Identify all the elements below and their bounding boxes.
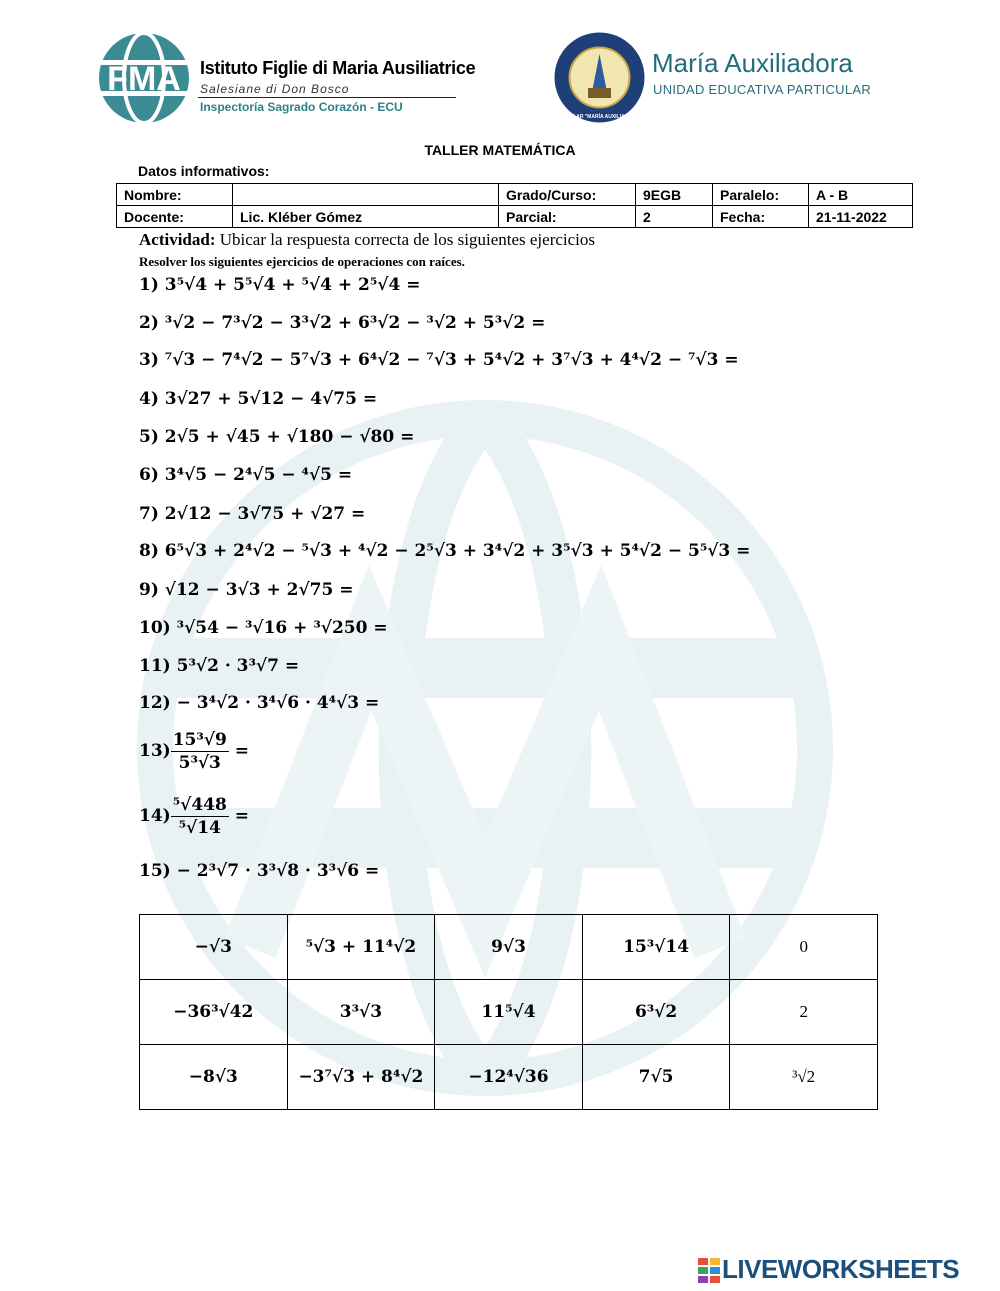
exercise-3: 3) ⁷√3 − 7⁴√2 − 5⁷√3 + 6⁴√2 − ⁷√3 + 5⁴√2 + 3⁷√3 + 4⁴√2 − ⁷√3 = — [139, 350, 739, 370]
institute-divider — [198, 97, 456, 98]
parcial-label: Parcial: — [499, 206, 636, 228]
docente-label: Docente: — [117, 206, 233, 228]
docente-value: Lic. Kléber Gómez — [233, 206, 499, 228]
exercise-13 — [139, 730, 249, 773]
exercise-10: 10) ³√54 − ³√16 + ³√250 = — [139, 618, 388, 638]
answer-option[interactable]: −3⁷√3 + 8⁴√2 — [287, 1045, 435, 1110]
liveworksheets-blocks-icon — [698, 1258, 720, 1284]
answer-option[interactable]: −√3 — [140, 915, 288, 980]
exercise-4: 4) 3√27 + 5√12 − 4√75 = — [139, 389, 378, 409]
instruction-text: Resolver los siguientes ejercicios de operaciones con raíces. — [139, 254, 465, 269]
exercise-14-equals: = — [228, 806, 249, 826]
answers-row-3 — [140, 1045, 878, 1110]
exercise-14-fraction — [171, 795, 229, 838]
fecha-value: 21-11-2022 — [809, 206, 913, 228]
fma-logo-text: FMA — [107, 60, 181, 98]
exercise-14-numerator: ⁵√448 — [172, 795, 227, 815]
exercise-13-fraction — [171, 730, 229, 773]
answer-option[interactable]: 15³√14 — [582, 915, 730, 980]
answer-option[interactable]: −12⁴√36 — [435, 1045, 583, 1110]
answer-option[interactable]: 6³√2 — [582, 980, 730, 1045]
liveworksheets-brand[interactable]: LIVEWORKSHEETS — [722, 1254, 960, 1284]
answer-option[interactable]: −36³√42 — [140, 980, 288, 1045]
exercise-13-numerator: 15³√9 — [172, 730, 227, 750]
answers-table — [139, 914, 878, 1110]
activity-text: Ubicar la respuesta correcta de los siguientes ejercicios — [215, 230, 596, 249]
exercise-14-denominator: ⁵√14 — [178, 818, 221, 838]
info-row-1 — [117, 184, 913, 206]
grado-label: Grado/Curso: — [499, 184, 636, 206]
paralelo-label: Paralelo: — [713, 184, 809, 206]
activity-line — [139, 230, 595, 250]
exercise-14-label: 14) — [139, 806, 171, 826]
fma-globe-logo — [96, 30, 192, 126]
exercise-12: 12) − 3⁴√2 · 3⁴√6 · 4⁴√3 = — [139, 693, 380, 713]
answer-option[interactable]: ³√2 — [730, 1045, 878, 1110]
parcial-value: 2 — [636, 206, 713, 228]
exercise-2: 2) ³√2 − 7³√2 − 3³√2 + 6³√2 − ³√2 + 5³√2 = — [139, 313, 546, 333]
exercise-8: 8) 6⁵√3 + 2⁴√2 − ⁵√3 + ⁴√2 − 2⁵√3 + 3⁴√2 + 3⁵√3 + 5⁴√2 − 5⁵√3 = — [139, 541, 751, 561]
answer-option[interactable]: 7√5 — [582, 1045, 730, 1110]
info-row-2 — [117, 206, 913, 228]
answer-option[interactable]: 11⁵√4 — [435, 980, 583, 1045]
exercise-15: 15) − 2³√7 · 3³√8 · 3³√6 = — [139, 861, 380, 881]
exercise-13-label: 13) — [139, 741, 171, 761]
document-title: TALLER MATEMÁTICA — [424, 142, 576, 158]
paralelo-value: A - B — [809, 184, 913, 206]
datos-informativos-label: Datos informativos: — [138, 163, 270, 179]
exercise-14 — [139, 795, 249, 838]
exercise-13-equals: = — [228, 741, 249, 761]
exercise-13-denominator: 5³√3 — [178, 753, 221, 773]
school-subtitle: UNIDAD EDUCATIVA PARTICULAR — [653, 82, 872, 97]
school-seal-logo — [540, 30, 659, 125]
answers-row-1 — [140, 915, 878, 980]
answer-option[interactable]: 2 — [730, 980, 878, 1045]
institute-name: Istituto Figlie di Maria Ausiliatrice — [200, 58, 476, 78]
institute-inspectorate: Inspectoría Sagrado Corazón - ECU — [200, 100, 403, 114]
seal-text: U.E. PARTICULAR "MARÍA AUXILIADORA" QUITO — [540, 114, 659, 120]
answers-row-2 — [140, 980, 878, 1045]
exercise-6: 6) 3⁴√5 − 2⁴√5 − ⁴√5 = — [139, 465, 353, 485]
nombre-value[interactable] — [233, 184, 499, 206]
exercise-9: 9) √12 − 3√3 + 2√75 = — [139, 580, 354, 600]
answer-option[interactable]: 3³√3 — [287, 980, 435, 1045]
exercise-11: 11) 5³√2 · 3³√7 = — [139, 656, 300, 676]
exercise-1: 1) 3⁵√4 + 5⁵√4 + ⁵√4 + 2⁵√4 = — [139, 275, 421, 295]
exercise-5: 5) 2√5 + √45 + √180 − √80 = — [139, 427, 415, 447]
answer-option[interactable]: ⁵√3 + 11⁴√2 — [287, 915, 435, 980]
answer-option[interactable]: 9√3 — [435, 915, 583, 980]
fecha-label: Fecha: — [713, 206, 809, 228]
grado-value: 9EGB — [636, 184, 713, 206]
activity-label: Actividad: — [139, 230, 216, 249]
exercise-7: 7) 2√12 − 3√75 + √27 = — [139, 504, 366, 524]
info-table — [116, 183, 913, 228]
nombre-label: Nombre: — [117, 184, 233, 206]
answer-option[interactable]: 0 — [730, 915, 878, 980]
institute-subtitle: Salesiane di Don Bosco — [200, 82, 350, 96]
answer-option[interactable]: −8√3 — [140, 1045, 288, 1110]
school-name: María Auxiliadora — [652, 48, 853, 78]
